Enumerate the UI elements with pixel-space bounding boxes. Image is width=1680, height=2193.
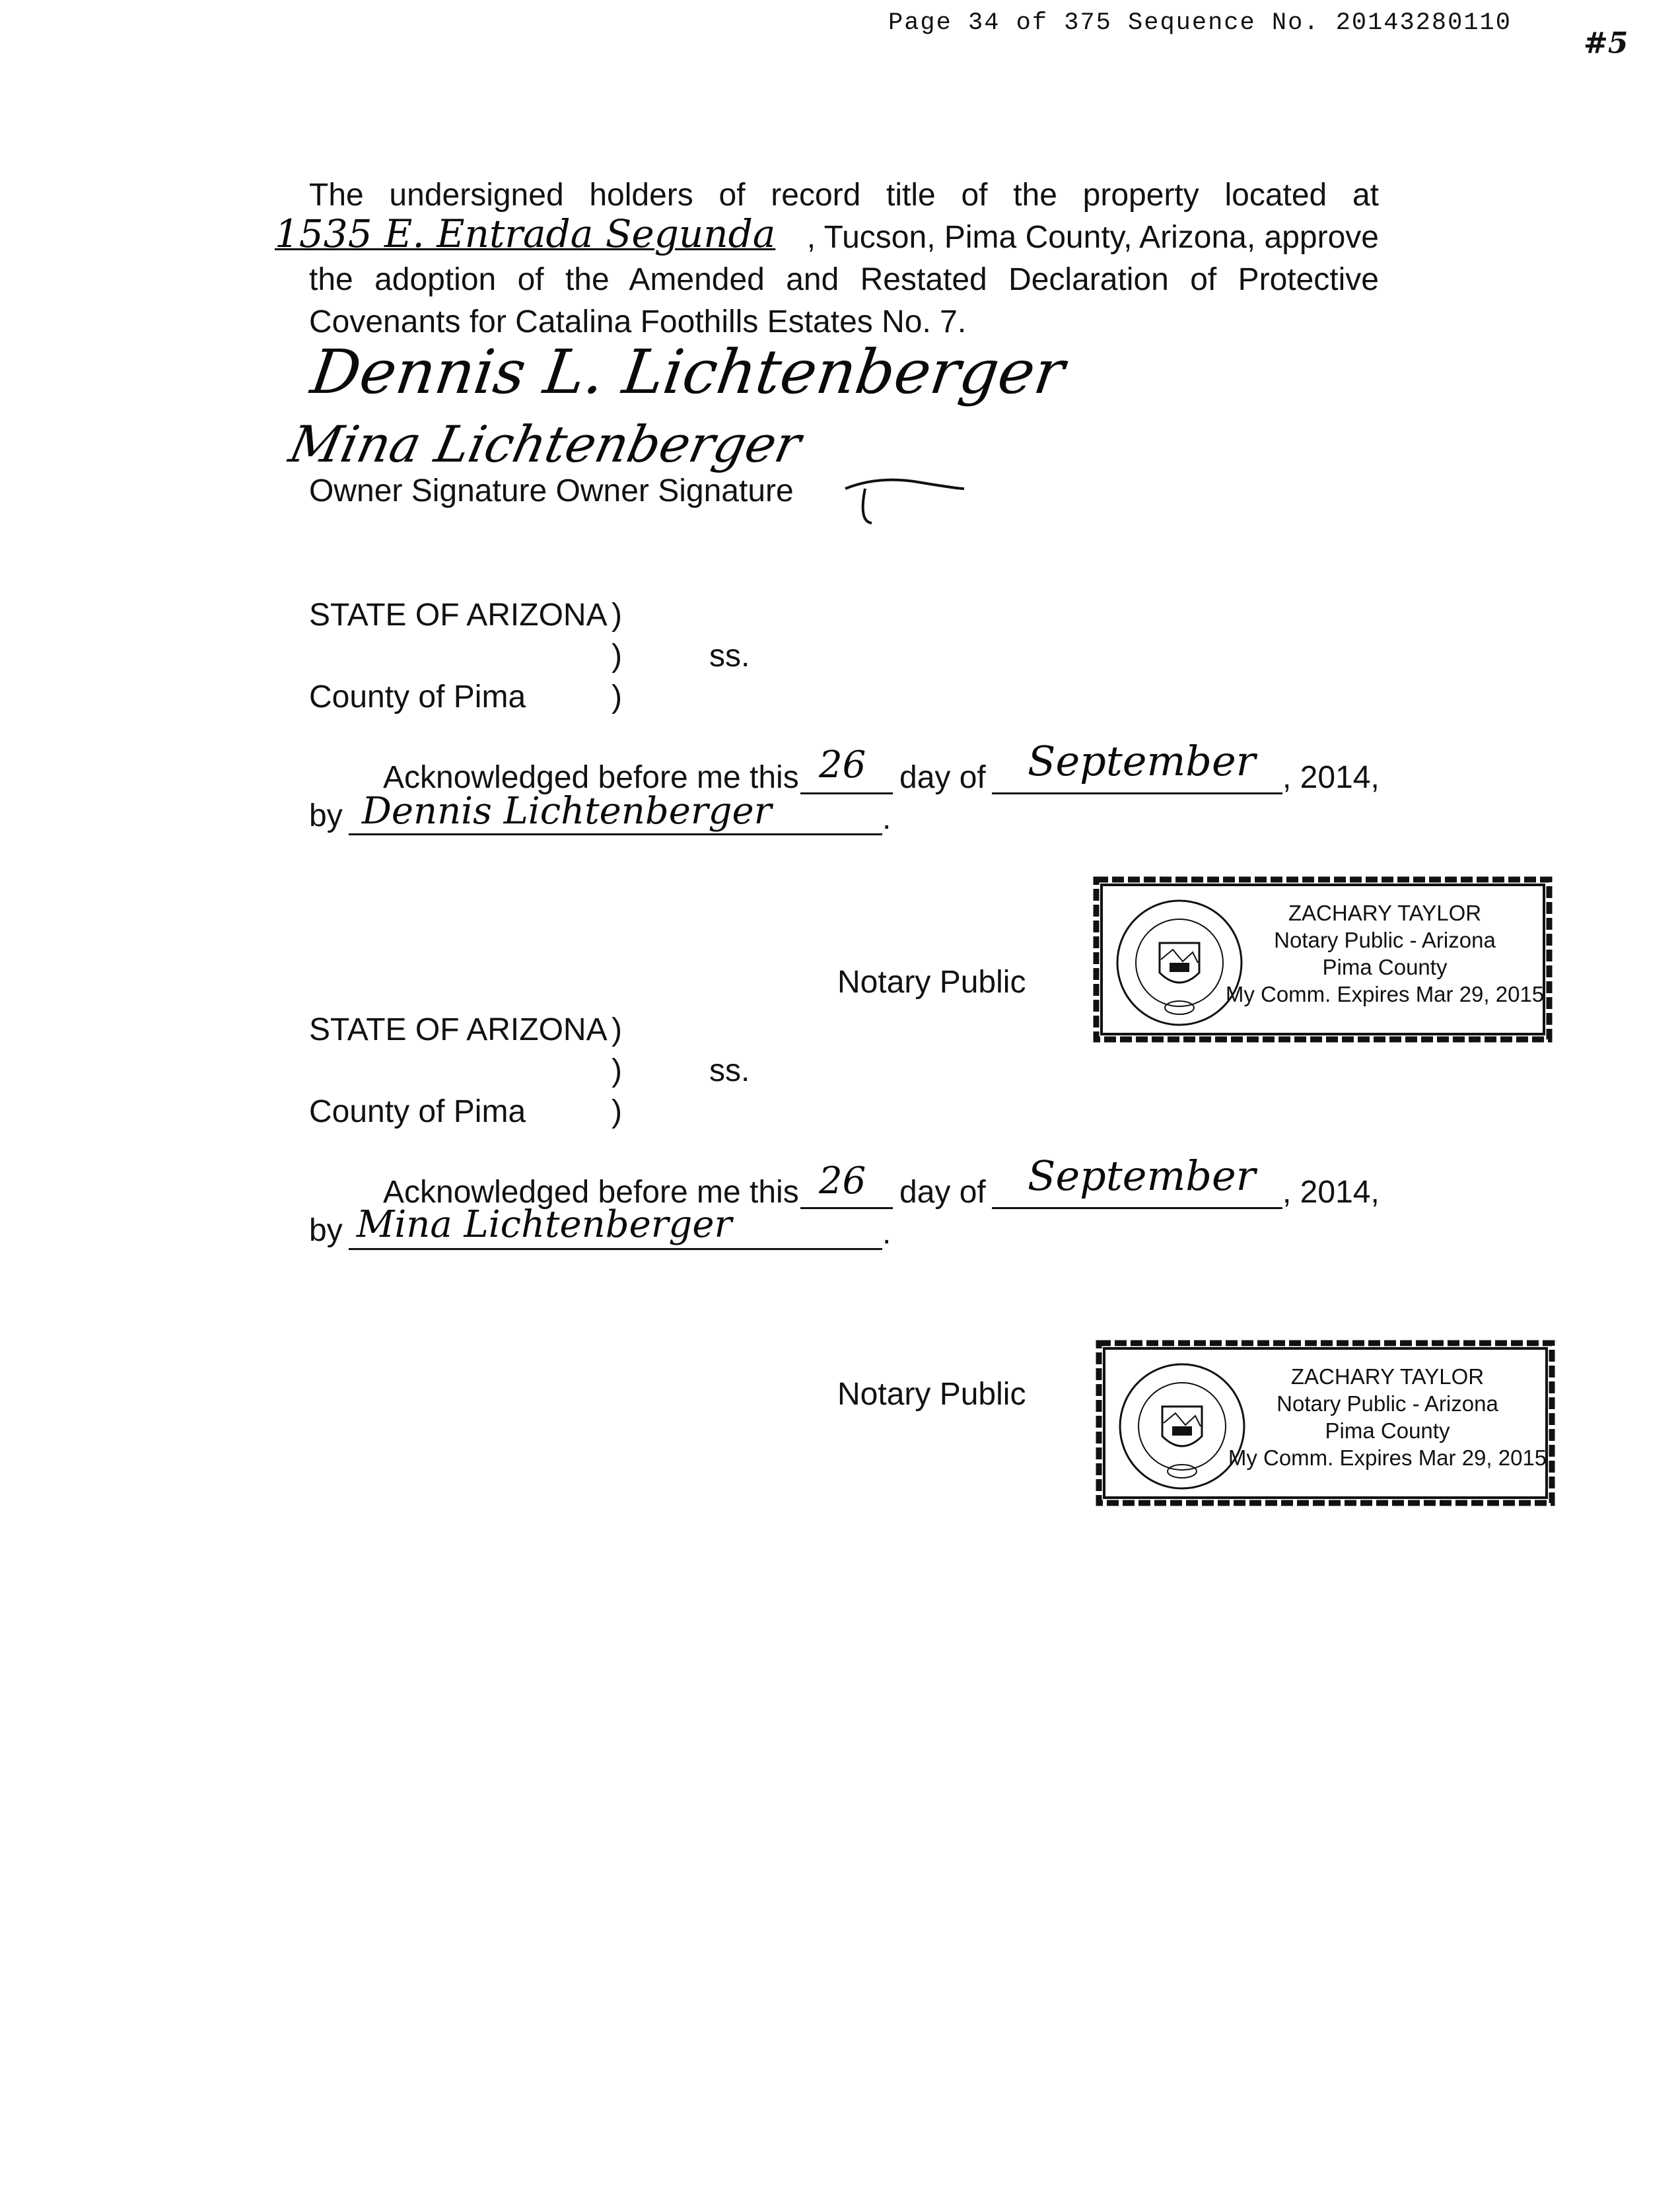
address-line-rest: , Tucson, Pima County, Arizona, approve xyxy=(806,220,1379,255)
state-label-2: STATE OF ARIZONA xyxy=(309,1012,608,1047)
intro-line-2 xyxy=(275,211,1379,259)
stamp-text-2 xyxy=(1219,1363,1556,1471)
paren-2b: ) xyxy=(612,1053,622,1088)
address-handwritten: 1535 E. Entrada Segunda xyxy=(275,211,776,256)
day-line-2 xyxy=(800,1207,893,1209)
stamp-expires-2: My Comm. Expires Mar 29, 2015 xyxy=(1228,1445,1547,1470)
day-line-1 xyxy=(800,792,893,794)
intro-line-3: the adoption of the Amended and Restated Declaration of Protective xyxy=(309,262,1379,297)
name-handwritten-2: Mina Lichtenberger xyxy=(357,1203,732,1246)
stamp-notary-title-1: Notary Public - Arizona xyxy=(1274,928,1496,952)
stamp-notary-name-2: ZACHARY TAYLOR xyxy=(1290,1364,1485,1389)
year-label-2: , 2014, xyxy=(1282,1175,1380,1210)
period-2: . xyxy=(882,1216,892,1251)
ack-prefix-2: Acknowledged before me this xyxy=(383,1175,799,1210)
paren-2a: ) xyxy=(612,1012,622,1047)
owner-signature-2: Mina Lichtenberger xyxy=(284,415,806,473)
month-line-2 xyxy=(992,1207,1282,1209)
owner-signature-1: Dennis L. Lichtenberger xyxy=(306,337,1069,407)
stamp-notary-title-2: Notary Public - Arizona xyxy=(1277,1391,1498,1416)
intro-paragraph xyxy=(275,174,1379,343)
signature-flourish xyxy=(839,462,971,528)
by-label-2: by xyxy=(309,1213,343,1248)
stamp-county-2: Pima County xyxy=(1325,1418,1450,1443)
ss-label-2: ss. xyxy=(709,1053,750,1088)
stamp-notary-name-1: ZACHARY TAYLOR xyxy=(1288,901,1482,925)
ss-label-1: ss. xyxy=(709,639,750,674)
month-handwritten-1: September xyxy=(1028,737,1256,785)
notary-public-label-2: Notary Public xyxy=(837,1377,1026,1412)
day-of-label-1: day of xyxy=(899,760,986,795)
day-handwritten-2: 26 xyxy=(819,1160,866,1202)
name-handwritten-1: Dennis Lichtenberger xyxy=(362,790,772,833)
day-handwritten-1: 26 xyxy=(819,744,866,786)
period-1: . xyxy=(882,801,892,836)
county-label-2: County of Pima xyxy=(309,1094,526,1129)
paren-1a: ) xyxy=(612,598,622,633)
page-sequence-header: Page 34 of 375 Sequence No. 20143280110 xyxy=(888,9,1512,37)
month-handwritten-2: September xyxy=(1028,1152,1256,1200)
stamp-expires-1: My Comm. Expires Mar 29, 2015 xyxy=(1225,982,1545,1006)
stamp-text-1 xyxy=(1216,899,1553,1008)
notary-stamp-2 xyxy=(1092,1337,1558,1510)
month-line-1 xyxy=(992,792,1282,794)
state-label-1: STATE OF ARIZONA xyxy=(309,598,608,633)
notary-public-label-1: Notary Public xyxy=(837,965,1026,1000)
paren-1c: ) xyxy=(612,679,622,714)
by-label-1: by xyxy=(309,798,343,833)
name-line-1 xyxy=(349,833,882,835)
stamp-county-1: Pima County xyxy=(1322,955,1448,979)
intro-line-1: The undersigned holders of record title of the property located at xyxy=(309,178,1379,213)
paren-1b: ) xyxy=(612,639,622,674)
owner-signature-label: Owner Signature Owner Signature xyxy=(309,473,794,508)
notary-stamp-1 xyxy=(1090,873,1556,1046)
intro-line-4: Covenants for Catalina Foothills Estates No. 7. xyxy=(309,304,967,339)
ack-prefix-1: Acknowledged before me this xyxy=(383,760,799,795)
corner-handwritten-mark: #5 xyxy=(1584,26,1628,60)
name-line-2 xyxy=(349,1248,882,1250)
year-label-1: , 2014, xyxy=(1282,760,1380,795)
county-label-1: County of Pima xyxy=(309,679,526,714)
day-of-label-2: day of xyxy=(899,1175,986,1210)
paren-2c: ) xyxy=(612,1094,622,1129)
